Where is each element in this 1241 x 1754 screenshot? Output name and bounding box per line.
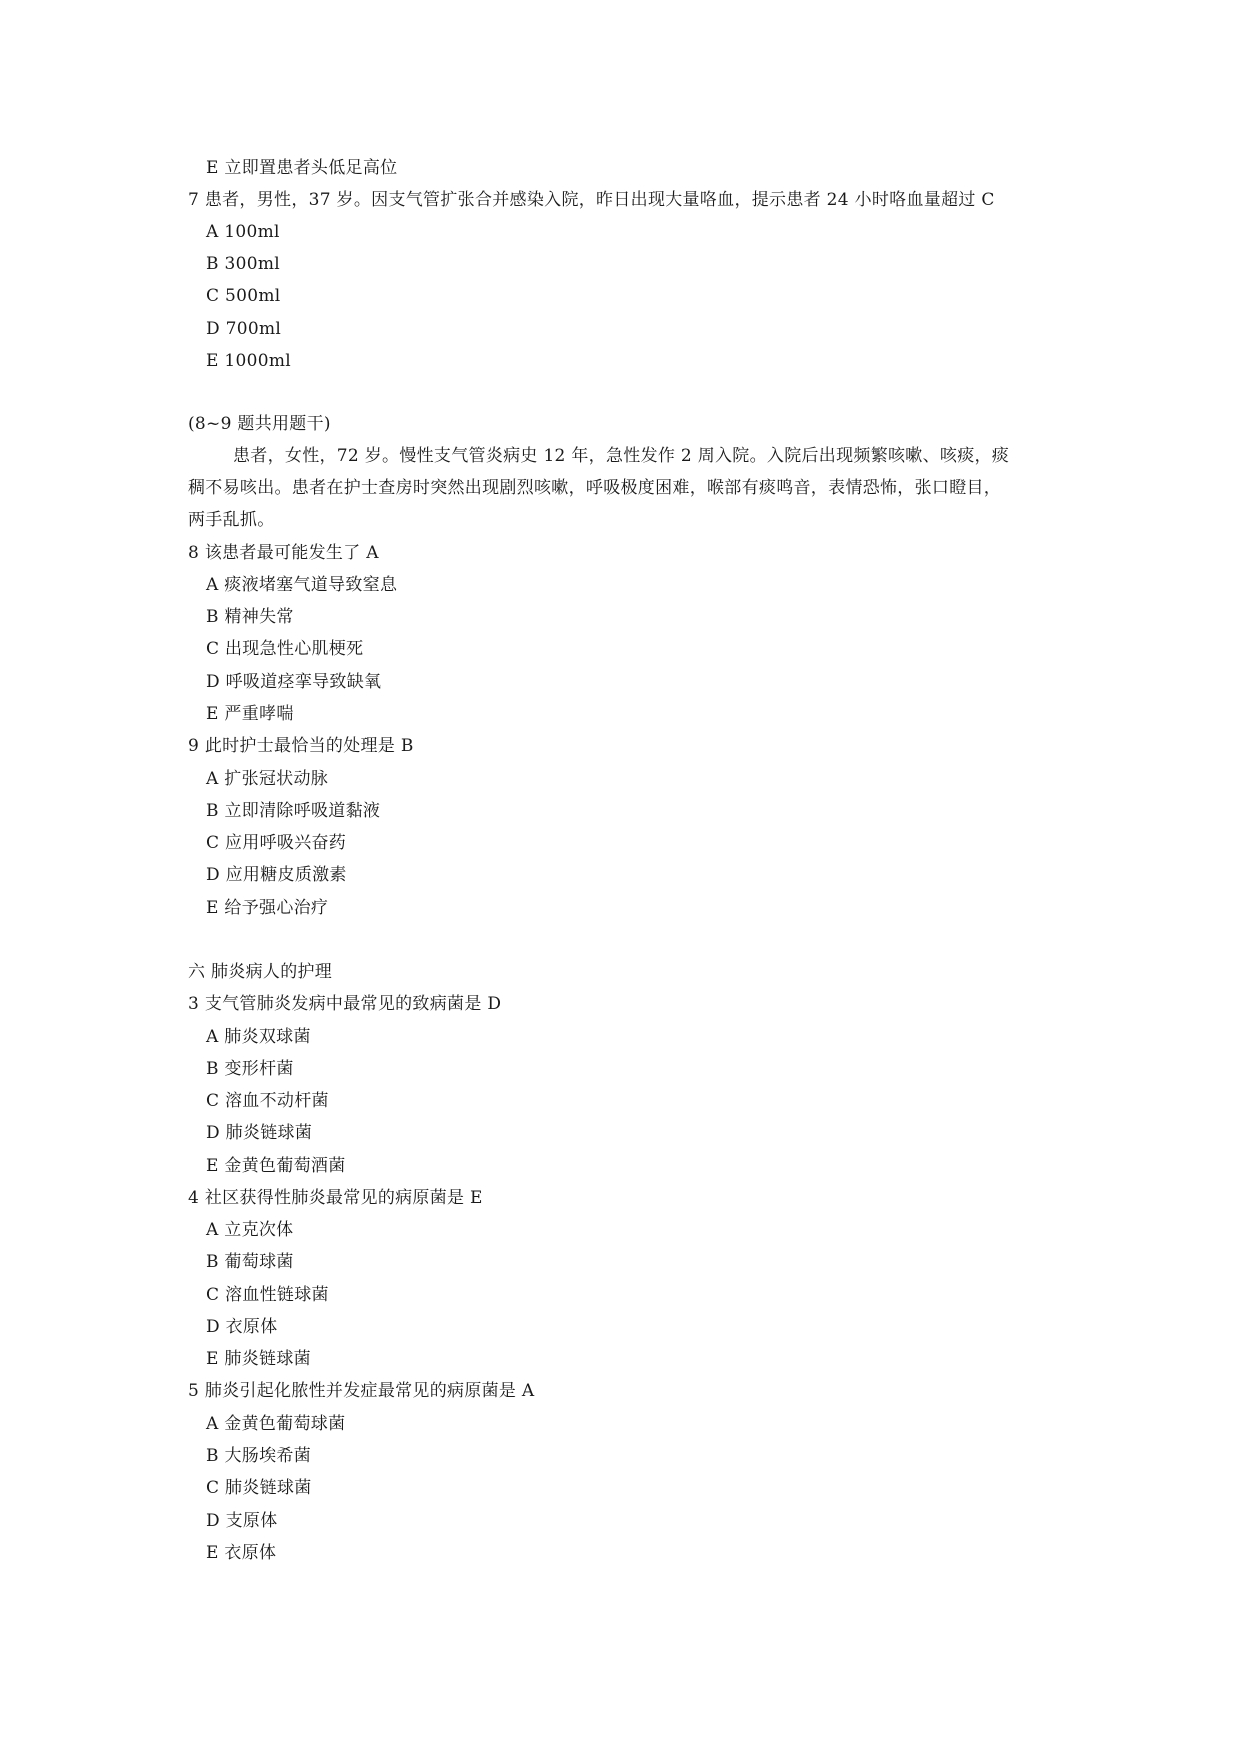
question-8-stem: 8 该患者最可能发生了 A — [188, 543, 379, 563]
option-line: C 溶血不动杆菌 — [206, 1091, 329, 1111]
option-line: B 300ml — [206, 254, 281, 274]
option-line: D 应用糖皮质激素 — [206, 865, 347, 885]
question-5-stem: 5 肺炎引起化脓性并发症最常见的病原菌是 A — [188, 1381, 535, 1401]
question-3-stem: 3 支气管肺炎发病中最常见的致病菌是 D — [188, 994, 502, 1014]
option-line: B 葡萄球菌 — [206, 1252, 294, 1272]
question-4-stem: 4 社区获得性肺炎最常见的病原菌是 E — [188, 1188, 483, 1208]
option-line: D 呼吸道痉挛导致缺氧 — [206, 672, 382, 692]
option-line: E 给予强心治疗 — [206, 898, 329, 918]
option-line: C 应用呼吸兴奋药 — [206, 833, 347, 853]
option-line: D 700ml — [206, 319, 282, 339]
option-line: B 立即清除呼吸道黏液 — [206, 801, 381, 821]
option-line: D 支原体 — [206, 1511, 278, 1531]
option-line: C 500ml — [206, 286, 281, 306]
option-line: A 扩张冠状动脉 — [206, 769, 329, 789]
option-line: A 痰液堵塞气道导致窒息 — [206, 575, 398, 595]
option-line: E 肺炎链球菌 — [206, 1349, 311, 1369]
option-line: C 出现急性心肌梗死 — [206, 639, 364, 659]
option-line: A 肺炎双球菌 — [206, 1027, 311, 1047]
option-line: A 金黄色葡萄球菌 — [206, 1414, 346, 1434]
shared-stem-text: 两手乱抓。 — [188, 510, 275, 530]
question-7-stem: 7 患者，男性，37 岁。因支气管扩张合并感染入院，昨日出现大量咯血，提示患者 24 小时咯血量超过 C — [188, 190, 995, 210]
option-line: C 溶血性链球菌 — [206, 1285, 329, 1305]
question-9-stem: 9 此时护士最恰当的处理是 B — [188, 736, 414, 756]
option-line: E 立即置患者头低足高位 — [206, 158, 398, 178]
option-line: B 大肠埃希菌 — [206, 1446, 311, 1466]
option-line: B 精神失常 — [206, 607, 294, 627]
option-line: D 肺炎链球菌 — [206, 1123, 313, 1143]
option-line: E 衣原体 — [206, 1543, 277, 1563]
option-line: A 100ml — [206, 222, 280, 242]
option-line: D 衣原体 — [206, 1317, 278, 1337]
option-line: C 肺炎链球菌 — [206, 1478, 312, 1498]
section-title: 六 肺炎病人的护理 — [188, 962, 333, 982]
option-line: E 严重哮喘 — [206, 704, 294, 724]
shared-stem-title: (8~9 题共用题干) — [188, 414, 331, 434]
option-line: A 立克次体 — [206, 1220, 294, 1240]
shared-stem-text: 稠不易咳出。患者在护士查房时突然出现剧烈咳嗽，呼吸极度困难，喉部有痰鸣音，表情恐怖，张口瞪目， — [188, 478, 1002, 498]
option-line: E 1000ml — [206, 351, 292, 371]
option-line: E 金黄色葡萄酒菌 — [206, 1156, 346, 1176]
option-line: B 变形杆菌 — [206, 1059, 294, 1079]
shared-stem-text: 患者，女性，72 岁。慢性支气管炎病史 12 年，急性发作 2 周入院。入院后出现频繁咳嗽、咳痰，痰 — [233, 446, 1010, 466]
